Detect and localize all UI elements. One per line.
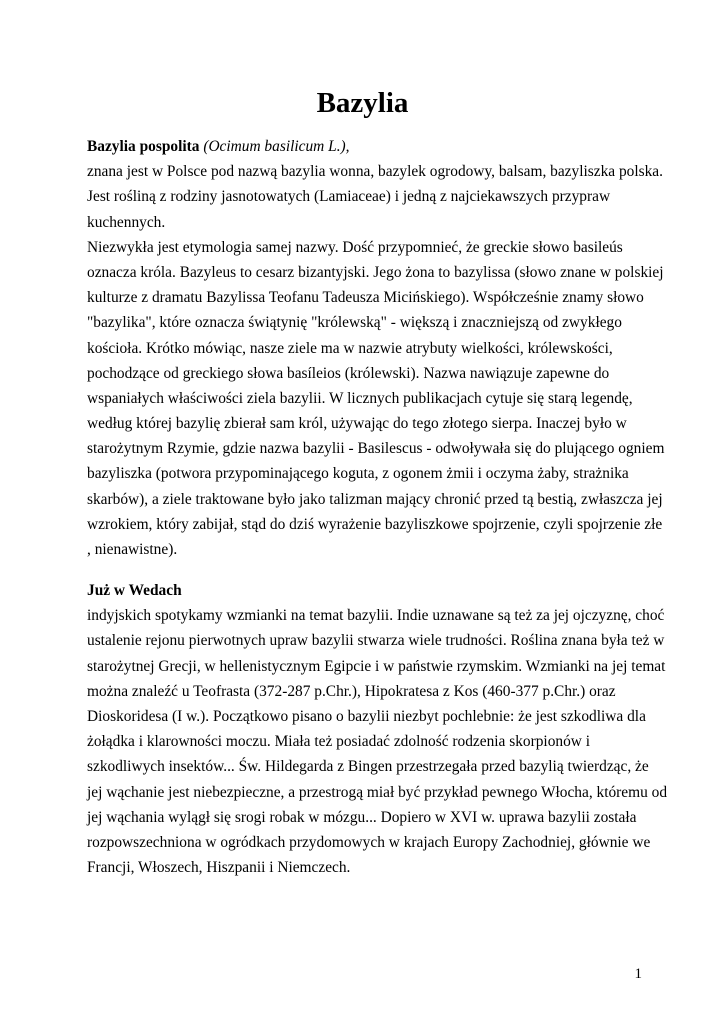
paragraph-line: Jest rośliną z rodziny jasnotowatych (Lamiaceae) i jedną z najciekawszych przypraw: [87, 188, 611, 206]
paragraph-line: jej wąchanie jest niebezpieczne, a przestrogą miał być przykład pewnego Włocha, któremu od: [87, 783, 668, 801]
paragraph-line: znana jest w Polsce pod nazwą bazylia wonna, bazylek ogrodowy, balsam, bazyliszka polska.: [87, 163, 663, 181]
paragraph-line: wzrokiem, który zabijał, stąd do dziś wyrażenie bazyliszkowe spojrzenie, czyli spojrzenie złe: [87, 515, 663, 533]
paragraph-line: ustalenie rejonu pierwotnych upraw bazylii stwarza wiele trudności. Roślina znana była też w: [87, 632, 665, 650]
paragraph-line: , nienawistne).: [87, 541, 178, 558]
paragraph-line: oznacza króla. Bazyleus to cesarz bizantyjski. Jego żona to bazylissa (słowo znane w polskiej: [87, 263, 664, 281]
paragraph-line: kuchennych.: [87, 213, 166, 231]
document-title: Bazylia: [316, 87, 409, 119]
paragraph-line: kościoła. Krótko mówiąc, nasze ziele ma w nazwie atrybuty wielkości, królewskości,: [87, 339, 613, 357]
latin-name: (Ocimum basilicum L.),: [199, 138, 350, 155]
paragraph-line: Niezwykła jest etymologia samej nazwy. Dość przypomnieć, że greckie słowo basileús: [87, 238, 623, 256]
page-number: 1: [634, 966, 642, 982]
paragraph-line: bazyliszka (potwora przypominającego koguta, z ogonem żmii i oczyma żaby, strażnika: [87, 465, 629, 483]
paragraph-line: skarbów), a ziele traktowane było jako talizman mający chronić przed tą bestią, zwłaszcza jej: [87, 490, 663, 508]
section-heading-line: [87, 134, 647, 159]
section-heading-bold: Bazylia pospolita: [87, 138, 200, 155]
paragraph-line: indyjskich spotykamy wzmianki na temat bazylii. Indie uznawane są też za jej ojczyznę, choć: [87, 607, 665, 625]
paragraph-line: "bazylika", które oznacza świątynię "królewską" - większą i znaczniejszą od zwykłego: [87, 314, 622, 332]
paragraph-line: można znaleźć u Teofrasta (372-287 p.Chr.), Hipokratesa z Kos (460-377 p.Chr.) oraz: [87, 682, 616, 700]
paragraph-line: pochodzące od greckiego słowa basíleios (królewski). Nazwa nawiązuje zapewne do: [87, 364, 610, 382]
paragraph-line: szkodliwych insektów... Św. Hildegarda z Bingen przestrzegała przed bazylią twierdząc, że: [87, 758, 649, 776]
paragraph-line: żołądka i klarowności moczu. Miała też posiadać zdolność rodzenia skorpionów i: [87, 733, 591, 751]
paragraph-line: według której bazylię zbierał sam król, używając do tego złotego sierpa. Inaczej było w: [87, 415, 627, 433]
paragraph-line: starożytnej Grecji, w hellenistycznym Egipcie i w państwie rzymskim. Wzmianki na jej temat: [87, 657, 666, 675]
paragraph-line: jej wąchania wylągł się srogi robak w mózgu... Dopiero w XVI w. uprawa bazylii została: [87, 808, 637, 826]
paragraph-line: starożytnym Rzymie, gdzie nazwa bazylii - Basilescus - odwoływała się do plującego ogniem: [87, 440, 665, 458]
section-basil-etymology: [87, 134, 665, 562]
section-heading: Już w Wedach: [87, 582, 182, 599]
paragraph-line: wspaniałych właściwości ziela bazylii. W licznych publikacjach cytuje się starą legendę,: [87, 389, 633, 407]
paragraph-line: Francji, Włoszech, Hiszpanii i Niemczech.: [87, 859, 351, 877]
paragraph-line: Dioskoridesa (I w.). Początkowo pisano o bazylii niezbyt pochlebnie: że jest szkodliwa dla: [87, 707, 646, 725]
paragraph-line: rozpowszechniona w ogródkach przydomowych w krajach Europy Zachodniej, głównie we: [87, 833, 651, 851]
section-vedas-history: [87, 578, 668, 880]
paragraph-line: kulturze z dramatu Bazylissa Teofanu Tadeusza Micińskiego). Współcześnie znamy słowo: [87, 289, 644, 307]
